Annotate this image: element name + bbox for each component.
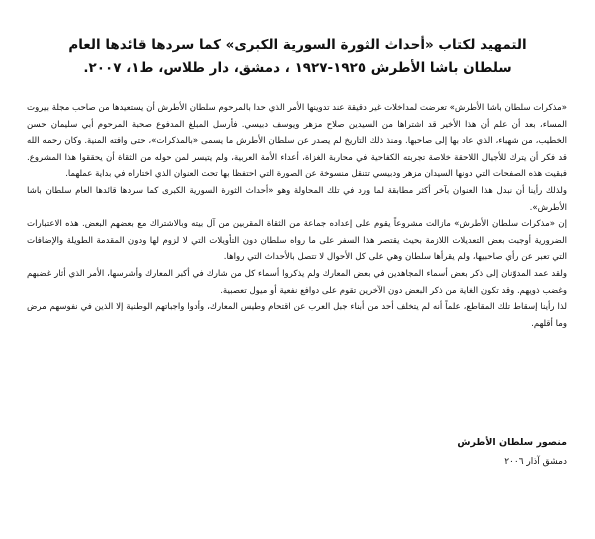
body-paragraph-5: لذا رأينا إسقاط تلك المقاطع، علماً أنه لم يتخلف أحد من أبناء جبل العرب عن اقتحام وطيس المعارك، وأدوا واجباتهم الوطنية إلا الذين في نفوسهم مرض وما أقلهم. — [27, 302, 567, 329]
body-paragraph-4: ولقد عمد المدوّنان إلى ذكر بعض أسماء المجاهدين في بعض المعارك ولم يذكروا أسماء كل من شارك في أكبر المعارك وأشرسها، الأمر الذي أثار غضبهم وغضب ذويهم. وقد تكون الغاية من ذكر البعض دون الآخرين تقوم على دوافع نفعية أو ميول تعصبية. — [27, 268, 567, 296]
document-title-line-2: سلطان باشا الأطرش ١٩٢٥-١٩٢٧ ، دمشق، دار طلاس، ط١، ٢٠٠٧. — [83, 60, 512, 76]
body-paragraph-1: «مذكرات سلطان باشا الأطرش» تعرضت لمداخلات غير دقيقة عند تدوينها الأمر الذي حدا بالمرحوم سلطان الأطرش أن يستعيدها من صاحب مجلة بيروت المساء، بعد أن علم أن هذا الأخير قد اشتراها من السيدين صلاح مزهر ويوسف دبيسي. فأرسل المبلغ المدفوع صحبة المرحوم أبي سليمان حسن الخطيب، من شهباء، الذي عاد بها إلى صاحبها. ومنذ ذلك التاريخ لم يصدر عن سلطان الأطرش ما يسمى «بالمذكرات»، حتى وافته المنية. وكان رحمه الله قد فكر أن يترك للأجيال اللاحقة خلاصة تجربته الكفاحية في محاربة الغزاة، أعداء الأمة العربية، ولم يتيسر لمن حوله من الثقاة أن يحققوا هذا المشروع. فبقيت هذه الصفحات التي دونها السيدان مزهر ودبيسي تتنقل منسوخة عن الصورة التي احتفظا بها تحت العنوان الذي اختاراه في بداية عملهما. — [27, 103, 567, 180]
signature-name: منصور سلطان الأطرش — [457, 437, 567, 448]
body-paragraph-2: ولذلك رأينا أن نبدل هذا العنوان بآخر أكثر مطابقة لما ورد في تلك المحاولة وهو «أحداث الثورة السورية الكبرى كما سردها قائدها العام سلطان باشا الأطرش». — [27, 185, 567, 213]
signature-block — [267, 436, 567, 469]
document-title-line-1: التمهيد لكتاب «أحداث الثورة السورية الكبرى» كما سردها قائدها العام — [68, 37, 527, 53]
body-paragraph-3: إن «مذكرات سلطان الأطرش» مازالت مشروعاً يقوم على إعداده جماعة من الثقاة المقربين من آل بيته وبالاشتراك مع بعضهم البعض. هذه الاعتبارات الضرورية أوجبت بعض التعديلات اللازمة بحيث يقتصر هذا السفر على ما رواه سلطان دون التأويلات التي لا لزوم لها ودون المقدمة الطويلة والإضافات التي تعبر عن رأي صاحبيها، ولم يقرأها سلطان وهي على كل الأحوال لا تتصل بالأحداث التي رواها. — [27, 219, 567, 263]
document-body — [27, 100, 567, 332]
signature-place-date: دمشق آذار ٢٠٠٦ — [504, 457, 567, 467]
